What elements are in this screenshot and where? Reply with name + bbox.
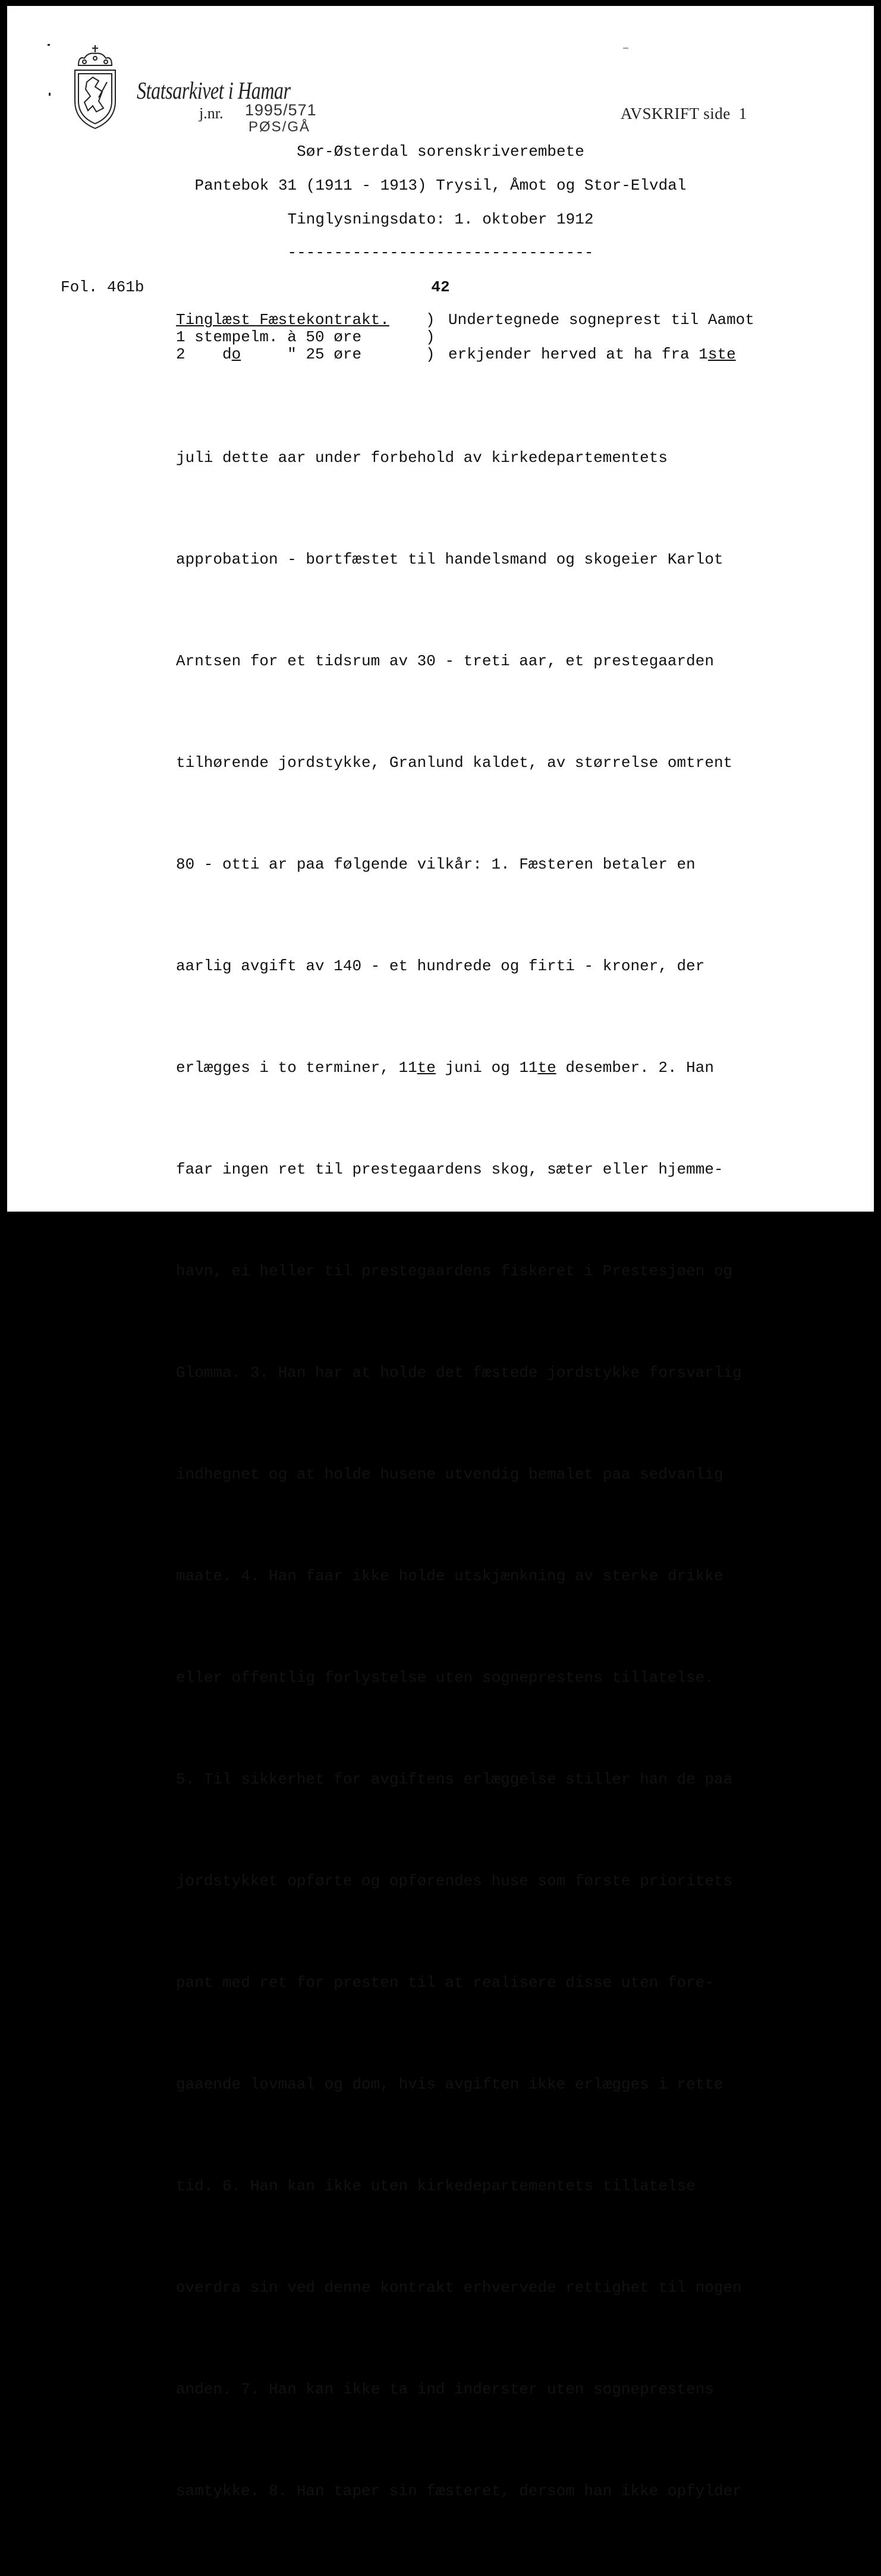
text-line: havn, ei heller til prestegaardens fiskeret i Prestesjøen og	[176, 1262, 733, 1280]
entry-number: 42	[431, 278, 450, 296]
body-text	[176, 373, 818, 2576]
journal-number-label: j.nr.	[199, 105, 224, 122]
text-line: maate. 4. Han faar ikke holde utskjænkning av sterke drikke	[176, 1567, 723, 1585]
text-line: juli dette aar under forbehold av kirkedepartementets	[176, 449, 668, 467]
text-line: faar ingen ret til prestegaardens skog, sæter eller hjemme-	[176, 1160, 723, 1178]
document-page	[7, 6, 874, 2500]
journal-initials: PØS/GÅ	[248, 119, 311, 135]
text-line: Undertegnede sogneprest til Aamot	[448, 311, 754, 329]
title-rule: ---------------------------------	[287, 244, 594, 262]
text-line: samtykke. 8. Han taper sin fæsteret, dersom han ikke opfylder	[176, 2482, 742, 2500]
text-line: tid. 6. Han kan ikke uten kirkedepartementets tillatelse	[176, 2177, 696, 2195]
text-line: jordstykket opførte og opførendes huse som første prioritets	[176, 1872, 733, 1890]
text-line: aarlig avgift av 140 - et hundrede og firti - kroner, der	[176, 957, 705, 975]
text-line: overdra sin ved denne kontrakt erhvervede rettighet til nogen	[176, 2279, 742, 2297]
avskrift-page-number: 1	[738, 105, 747, 122]
folio-reference: Fol. 461b	[61, 278, 144, 296]
bracket: )	[426, 345, 435, 363]
text-line: pant med ret for presten til at realisere disse uten fore-	[176, 1974, 714, 1992]
book-title: Pantebok 31 (1911 - 1913) Trysil, Åmot og Stor-Elvdal	[194, 177, 687, 194]
text-line: gaaende lovmaal og dom, hvis avgiften ikke erlægges i rette	[176, 2075, 723, 2093]
margin-note-row	[176, 329, 812, 346]
margin-note	[176, 312, 812, 363]
text-line: 5. Til sikkerhet for avgiftens erlæggelse stiller han de paa	[176, 1770, 733, 1788]
bracket: )	[426, 311, 435, 329]
text-line: anden. 7. Han kan ikke ta ind inderster uten sogneprestens	[176, 2380, 714, 2398]
scan-mark	[49, 93, 51, 96]
scan-mark	[48, 44, 50, 46]
text-line: eller offentlig forlystelse uten sogneprestens tillatelse.	[176, 1669, 714, 1687]
stamp-fee-line: 1 stempelm. à 50 øre	[176, 328, 362, 346]
text-line: erlægges i to terminer, 11te juni og 11te desember. 2. Han	[176, 1059, 714, 1077]
avskrift-page-label	[621, 105, 747, 123]
scan-mark	[623, 48, 628, 49]
registration-date: Tinglysningsdato: 1. oktober 1912	[287, 210, 594, 228]
text-line: indhegnet og at holde husene utvendig bemalet paa sedvanlig	[176, 1465, 723, 1483]
document-type-heading: Tinglæst Fæstekontrakt.	[176, 311, 389, 329]
text-line: erkjender herved at ha fra 1ste	[448, 345, 736, 363]
coat-of-arms-icon	[67, 44, 124, 133]
text-line: approbation - bortfæstet til handelsmand og skogeier Karlot	[176, 551, 723, 568]
margin-note-row	[176, 312, 812, 329]
text-line: 80 - otti ar paa følgende vilkår: 1. Fæsteren betaler en	[176, 855, 696, 873]
margin-note-row	[176, 346, 812, 363]
bracket: )	[426, 328, 435, 346]
text-line: Glomma. 3. Han har at holde det fæstede jordstykke forsvarlig	[176, 1364, 742, 1382]
journal-number-value: 1995/571	[245, 101, 317, 119]
stamp-fee-line: 2 do " 25 øre	[176, 345, 362, 363]
text-line: tilhørende jordstykke, Granlund kaldet, av størrelse omtrent	[176, 754, 733, 772]
office-title: Sør-Østerdal sorenskriverembete	[297, 143, 584, 161]
archive-name: Statsarkivet i Hamar	[137, 77, 291, 104]
text-line: Arntsen for et tidsrum av 30 - treti aar, et prestegaarden	[176, 652, 714, 670]
avskrift-label: AVSKRIFT side	[621, 105, 731, 122]
